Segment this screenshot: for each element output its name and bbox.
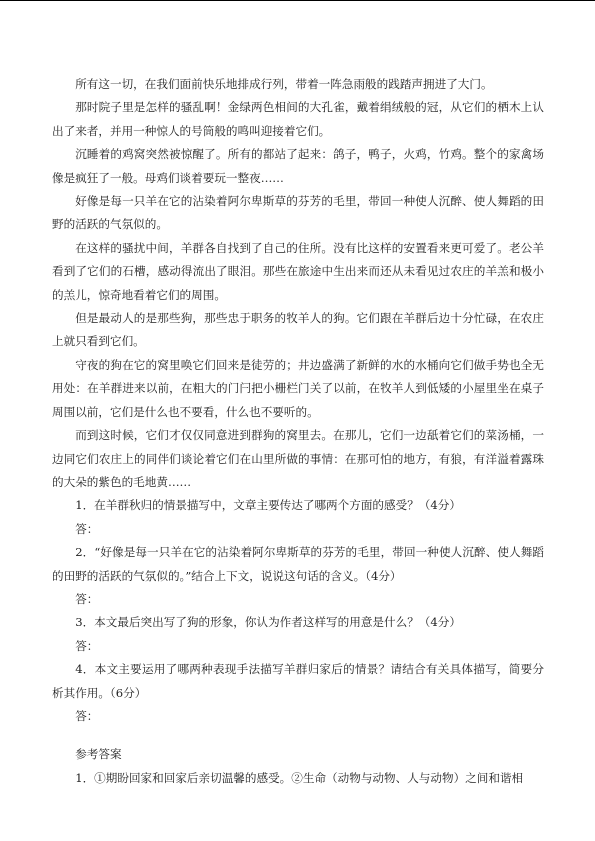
question-2: 2．“好像是每一只羊在它的沾染着阿尔卑斯草的芬芳的毛里，带回一种使人沉醉、使人舞蹈的田野的活跃的气氛似的。”结合上下文，说说这句话的含义。（4分） [52, 545, 544, 583]
passage-paragraph-8: 而到这时候，它们才仅仅同意进到群狗的窝里去。在那儿，它们一边舐着它们的菜汤桶，一边同它们农庄上的同伴们谈论着它们在山里所做的事情：在那可怕的地方，有狼，有洋溢着露珠的大朵的紫色的毛地黄…… [52, 428, 544, 489]
answer-1: 答： [75, 521, 99, 536]
passage-paragraph-4: 好像是每一只羊在它的沾染着阿尔卑斯草的芬芳的毛里，带回一种使人沉醉、使人舞蹈的田野的活跃的气氛似的。 [52, 194, 544, 232]
question-4: 4．本文主要运用了哪两种表现手法描写羊群归家后的情景？请结合有关具体描写，简要分析其作用。（6分） [52, 662, 544, 700]
passage-paragraph-6: 但是最动人的是那些狗，那些忠于职务的牧羊人的狗。它们跟在羊群后边十分忙碌，在农庄上就只看到它们。 [52, 311, 544, 349]
passage-paragraph-5: 在这样的骚扰中间，羊群各自找到了自己的住所。没有比这样的安置看来更可爱了。老公羊看到了它们的石槽，感动得流出了眼泪。那些在旅途中生出来而还从未看见过农庄的羊羔和极小的羔儿，惊奇地看着它们的周围。 [52, 240, 544, 302]
passage-paragraph-3: 沉睡着的鸡窝突然被惊醒了。所有的都站了起来：鸽子，鸭子，火鸡，竹鸡。整个的家禽场像是疯狂了一般。母鸡们谈着要玩一整夜…… [52, 147, 544, 185]
passage-paragraph-2: 那时院子里是怎样的骚乱啊！金绿两色相间的大孔雀，戴着绢绒般的冠，从它们的栖木上认出了来者，并用一种惊人的号筒般的鸣叫迎接着它们。 [52, 100, 544, 138]
section-gap [52, 728, 544, 743]
answer-2: 答： [75, 591, 99, 606]
passage-paragraph-1: 所有这一切，在我们面前快乐地排成行列，带着一阵急雨般的践踏声拥进了大门。 [75, 77, 493, 91]
answer-4: 答： [75, 708, 99, 723]
question-1: 1．在羊群秋归的情景描写中，文章主要传达了哪两个方面的感受？（4分） [75, 498, 461, 513]
question-3: 3．本文最后突出写了狗的形象，你认为作者这样写的用意是什么？（4分） [75, 615, 461, 630]
passage-paragraph-7: 守夜的狗在它的窝里唤它们回来是徒劳的；井边盛满了新鲜的水的水桶向它们做手势也全无用处：在羊群进来以前，在粗大的门闩把小栅栏门关了以前，在牧羊人到低矮的小屋里坐在桌子周围以前，它们是什么也不要看，什么也不要听的。 [52, 357, 544, 419]
document-body [52, 73, 544, 790]
top-border-line [0, 0, 595, 1]
reference-answer-1: 1．①期盼回家和回家后亲切温馨的感受。②生命（动物与动物、人与动物）之间和谐相 [75, 770, 524, 785]
reference-heading: 参考答案 [75, 747, 122, 762]
answer-3: 答： [75, 638, 99, 653]
